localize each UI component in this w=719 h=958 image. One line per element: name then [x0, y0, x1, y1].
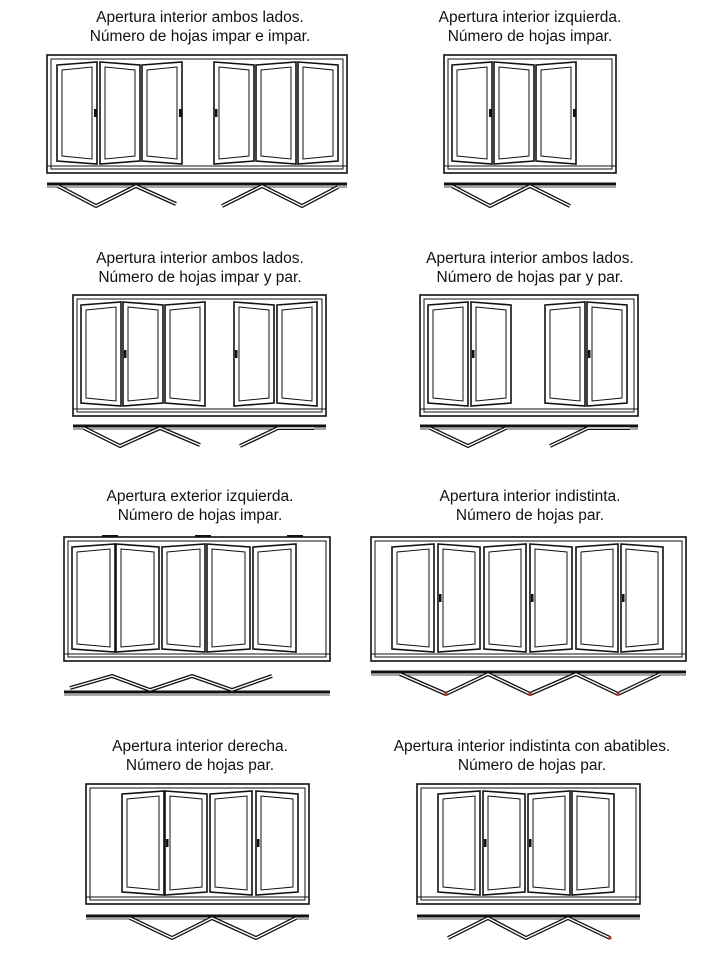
door-leaf: [165, 302, 205, 406]
diagram-6: [371, 537, 686, 696]
door-leaf: [142, 62, 182, 164]
caption-line-opening: Apertura exterior izquierda.: [106, 488, 294, 505]
door-leaf: [392, 544, 434, 652]
door-leaf: [122, 791, 164, 895]
handle-icon: [179, 109, 182, 117]
caption-line-leaves: Número de hojas par y par.: [436, 269, 624, 286]
door-leaf: [471, 302, 511, 406]
door-leaf: [256, 791, 298, 895]
door-leaf: [536, 62, 576, 164]
handle-icon: [529, 839, 532, 847]
diagram-8: [417, 784, 640, 940]
door-leaf: [298, 62, 338, 164]
diagram-3: [73, 295, 326, 446]
caption-line-opening: Apertura interior indistinta.: [439, 488, 621, 505]
caption-line-leaves: Número de hojas impar.: [117, 507, 283, 524]
door-leaf: [484, 544, 526, 652]
handle-icon: [472, 350, 475, 358]
door-leaf: [116, 544, 159, 652]
door-leaf: [72, 544, 115, 652]
door-leaf: [81, 302, 121, 406]
door-leaf: [576, 544, 618, 652]
caption-line-opening: Apertura interior izquierda.: [438, 9, 622, 26]
door-leaf: [57, 62, 97, 164]
caption-line-opening: Apertura interior derecha.: [112, 738, 288, 755]
door-leaf: [621, 544, 663, 652]
handle-icon: [439, 594, 442, 602]
door-leaf: [572, 791, 614, 895]
handle-icon: [588, 350, 591, 358]
caption-line-opening: Apertura interior ambos lados.: [426, 250, 634, 267]
handle-icon: [215, 109, 218, 117]
door-leaf: [234, 302, 274, 406]
caption-line-leaves: Número de hojas impar e impar.: [89, 28, 311, 45]
handle-icon: [166, 839, 169, 847]
handle-icon: [489, 109, 492, 117]
caption-line-leaves: Número de hojas impar y par.: [98, 269, 302, 286]
caption-line-leaves: Número de hojas impar.: [447, 28, 613, 45]
caption-line-opening: Apertura interior ambos lados.: [96, 250, 304, 267]
door-leaf: [253, 544, 296, 652]
handle-icon: [94, 109, 97, 117]
diagram-1: [47, 55, 347, 206]
diagram-5: [64, 536, 330, 695]
door-leaf: [256, 62, 296, 164]
diagram-2: [444, 55, 616, 206]
caption-line-leaves: Número de hojas par.: [455, 507, 605, 524]
handle-icon: [622, 594, 625, 602]
door-leaf: [528, 791, 570, 895]
door-leaf: [100, 62, 140, 164]
handle-icon: [484, 839, 487, 847]
door-leaf: [214, 62, 254, 164]
door-leaf: [438, 544, 480, 652]
door-leaf: [494, 62, 534, 164]
door-leaf: [587, 302, 627, 406]
diagram-7: [86, 784, 309, 938]
door-leaf: [483, 791, 525, 895]
door-leaf: [452, 62, 492, 164]
door-leaf: [545, 302, 585, 406]
door-leaf: [428, 302, 468, 406]
door-leaf: [207, 544, 250, 652]
door-leaf: [165, 791, 207, 895]
handle-icon: [573, 109, 576, 117]
caption-line-leaves: Número de hojas par.: [457, 757, 607, 774]
door-leaf: [530, 544, 572, 652]
door-leaf: [277, 302, 317, 406]
caption-line-leaves: Número de hojas par.: [125, 757, 275, 774]
door-leaf: [438, 791, 480, 895]
handle-icon: [124, 350, 127, 358]
door-leaf: [123, 302, 163, 406]
diagram-4: [420, 295, 638, 446]
handle-icon: [531, 594, 534, 602]
door-leaf: [210, 791, 252, 895]
handle-icon: [235, 350, 238, 358]
handle-icon: [257, 839, 260, 847]
door-leaf: [162, 544, 205, 652]
caption-line-opening: Apertura interior indistinta con abatibles.: [393, 738, 671, 755]
caption-line-opening: Apertura interior ambos lados.: [96, 9, 304, 26]
